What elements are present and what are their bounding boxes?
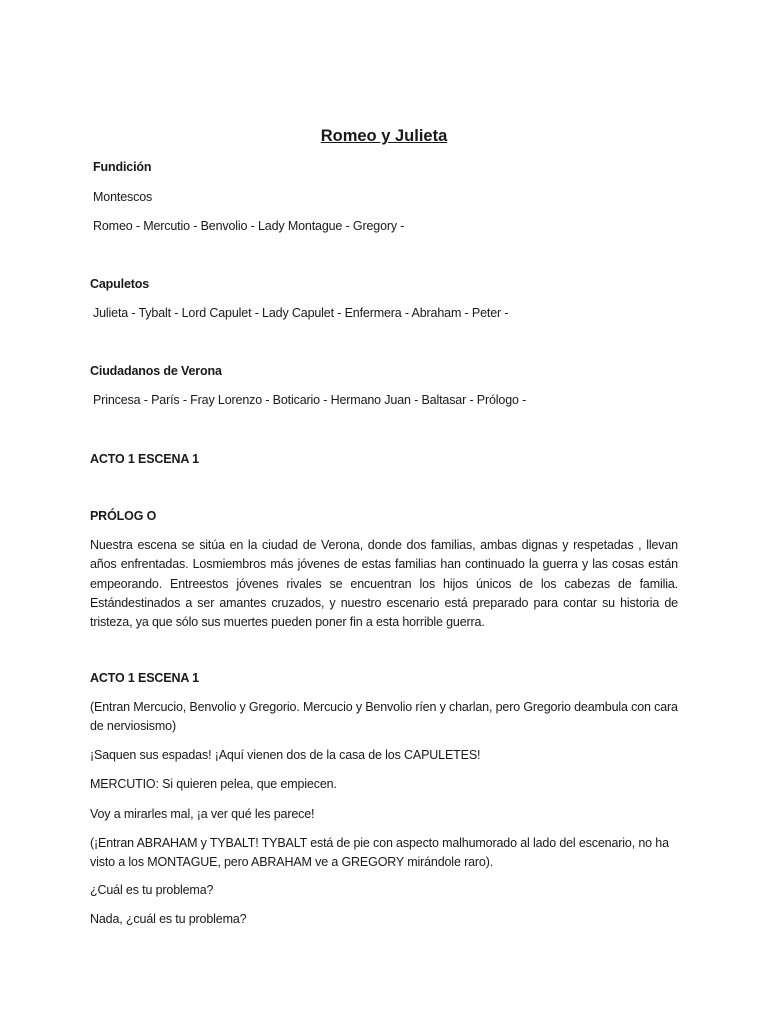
ciudadanos-heading: Ciudadanos de Verona [90,364,222,378]
prologue-heading: PRÓLOG O [90,509,157,523]
capuletos-heading: Capuletos [90,277,150,291]
script-line: ¡Saquen sus espadas! ¡Aquí vienen dos de la casa de los CAPULETES! [90,748,481,762]
stage-direction: (¡Entran ABRAHAM y TYBALT! TYBALT está de pie con aspecto malhumorado al lado del escenario, no ha visto a los MONTAGUE, pero ABRAHAM ve a GREGORY mirándole raro). [90,836,669,870]
ciudadanos-list: Princesa - París - Fray Lorenzo - Boticario - Hermano Juan - Baltasar - Prólogo - [93,393,527,407]
act-heading: ACTO 1 ESCENA 1 [90,452,199,466]
montescos-list: Romeo - Mercutio - Benvolio - Lady Montague - Gregory - [93,219,405,233]
script-line: Voy a mirarles mal, ¡a ver qué les parece! [90,807,315,821]
document-title: Romeo y Julieta [320,127,448,145]
capuletos-list: Julieta - Tybalt - Lord Capulet - Lady Capulet - Enfermera - Abraham - Peter - [93,306,509,320]
montescos-heading: Montescos [93,190,153,204]
stage-direction: (Entran Mercucio, Benvolio y Gregorio. Mercucio y Benvolio ríen y charlan, pero Gregorio deambula con cara de nerviosismo) [90,700,678,734]
script-line: ¿Cuál es tu problema? [90,883,214,897]
prologue-paragraph: Nuestra escena se sitúa en la ciudad de Verona, donde dos familias, ambas dignas y respetadas , llevan años enfrentadas. Losmiembros más jóvenes de estas familias han continuado la guerra y las cosas están empeorando. Entreestos jóvenes rivales se encuentran los hijos únicos de los cabezas de familia. Estándestinados a ser amantes cruzados, y nuestro escenario está preparado para contar su historia de tristeza, ya que sólo sus muertes pueden poner fin a esta horrible guerra. [90,538,678,630]
act-heading: ACTO 1 ESCENA 1 [90,671,199,685]
cast-heading: Fundición [93,160,152,174]
script-line: MERCUTIO: Si quieren pelea, que empiecen. [90,777,337,791]
script-line: Nada, ¿cuál es tu problema? [90,912,247,926]
